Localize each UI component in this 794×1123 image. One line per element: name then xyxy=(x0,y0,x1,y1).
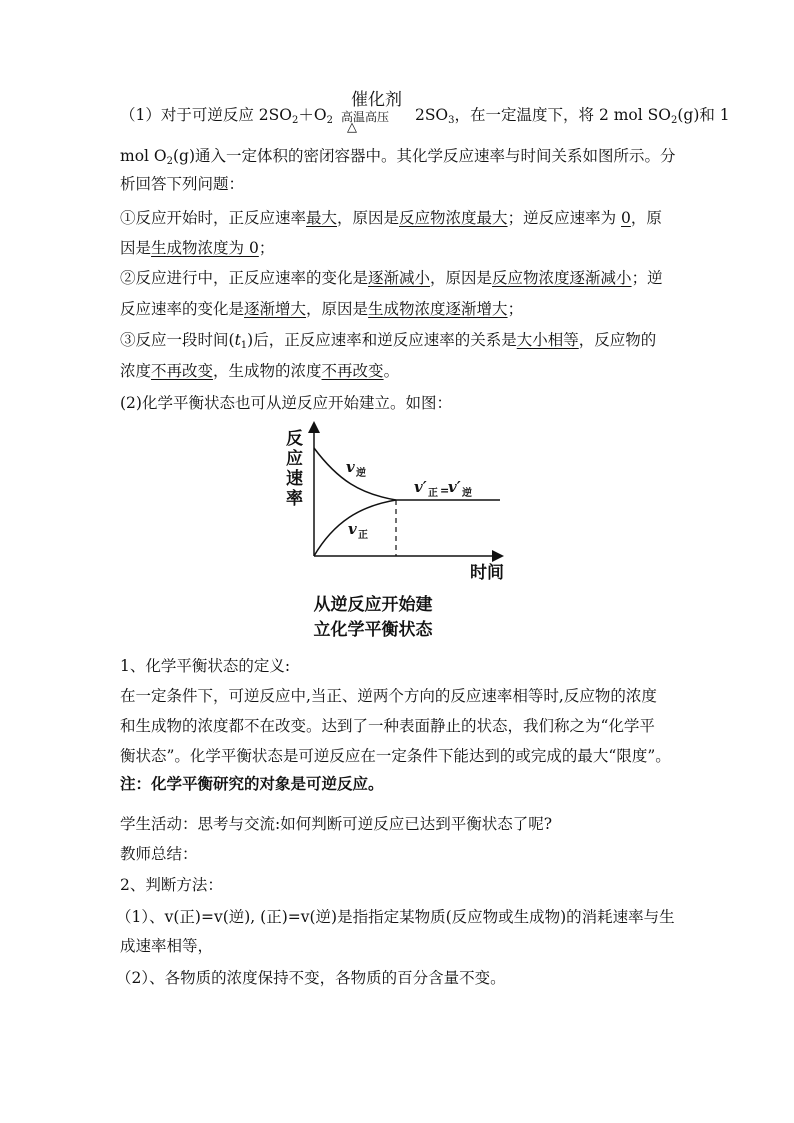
method-line: （1）、v(正)=v(逆), (正)=v(逆)是指指定某物质(反应物或生成物)的消耗速率与生 xyxy=(116,908,675,926)
text-span: ；逆反应速率为 xyxy=(507,209,621,227)
subscript: 2 xyxy=(326,115,333,126)
catalyst-label: 催化剂 xyxy=(350,90,402,110)
method-line: （2）、各物质的浓度保持不变，各物质的百分含量不变。 xyxy=(116,969,506,987)
answer-blank: 反应物浓度最大 xyxy=(399,209,508,227)
answer-blank: 0 xyxy=(621,209,631,227)
subscript: 3 xyxy=(448,115,455,126)
note-line: 注：化学平衡研究的对象是可逆反应。 xyxy=(120,774,384,793)
method-line: 成速率相等， xyxy=(120,937,214,955)
question-2-line xyxy=(120,299,523,319)
figure-caption-line-1: 从逆反应开始建 xyxy=(313,595,433,615)
x-axis-label: 时间 xyxy=(470,563,504,583)
answer-blank: 大小相等 xyxy=(516,331,579,349)
answer-blank: 逐渐减小 xyxy=(368,269,431,287)
text-span: 2SO xyxy=(414,106,449,124)
y-axis-label-char: 应 xyxy=(286,449,303,469)
forward-rate-subscript: 正 xyxy=(358,530,368,541)
y-axis-label-char: 反 xyxy=(286,429,303,449)
question-1-line xyxy=(120,238,274,258)
question-2-line xyxy=(120,268,663,288)
reaction-arrow-conditions xyxy=(333,90,415,135)
subscript: 2 xyxy=(291,115,299,126)
text-span: （1）对于可逆反应 2SO xyxy=(120,106,292,124)
text-span: ，原因是 xyxy=(430,269,493,287)
answer-blank: 反应物浓度逐渐减小 xyxy=(492,269,632,287)
time-symbol: t xyxy=(234,331,241,349)
figure-caption-line-2: 立化学平衡状态 xyxy=(313,620,433,640)
text-span: mol O xyxy=(120,147,167,165)
condition-label: 高温高压 xyxy=(340,110,389,124)
definition-line: 和生成物的浓度都不在改变。达到了一种表面静止的状态，我们称之为“化学平 xyxy=(120,717,655,735)
text-span: ，在一定温度下，将 2 mol SO xyxy=(454,106,671,124)
activity-line: 学生活动：思考与交流:如何判断可逆反应已达到平衡状态了呢? xyxy=(120,815,553,833)
answer-blank: 不再改变 xyxy=(151,362,214,380)
part-2-heading: (2)化学平衡状态也可从逆反应开始建立。如图： xyxy=(120,394,452,412)
reverse-rate-subscript: 逆 xyxy=(356,468,366,479)
heat-symbol: △ xyxy=(346,120,357,135)
equilibrium-subscript-forward: 正 xyxy=(428,488,438,499)
text-span: 浓度 xyxy=(120,362,152,380)
equilibrium-label-forward: v′ xyxy=(414,478,427,496)
reverse-rate-label: v xyxy=(346,458,355,476)
text-span: ； xyxy=(507,300,524,318)
answer-blank: 生成物浓度逐渐增大 xyxy=(368,300,508,318)
y-axis-label-char: 率 xyxy=(286,489,303,509)
text-span: ，反应物的 xyxy=(578,331,657,349)
question-3-line xyxy=(120,330,656,356)
text-span: ＋O xyxy=(298,106,327,124)
subscript: 2 xyxy=(670,115,678,126)
text-span: ；逆 xyxy=(631,269,663,287)
y-axis-label-char: 速 xyxy=(286,469,303,489)
text-span: ； xyxy=(258,239,275,257)
summary-line: 教师总结： xyxy=(120,845,198,863)
answer-blank: 生成物浓度为 0 xyxy=(151,239,259,257)
paragraph-line: 析回答下列问题： xyxy=(120,175,245,193)
equilibrium-label-reverse: v′ xyxy=(448,478,461,496)
section-title: 2、判断方法： xyxy=(120,876,223,894)
subscript: 1 xyxy=(240,340,248,351)
text-span: ①反应开始时，正反应速率 xyxy=(120,209,307,227)
answer-blank: 最大 xyxy=(306,209,338,227)
section-title: 1、化学平衡状态的定义: xyxy=(120,657,291,675)
text-span: (g)通入一定体积的密闭容器中。其化学反应速率与时间关系如图所示。分 xyxy=(173,147,676,165)
text-span: ，生成物的浓度 xyxy=(213,362,322,380)
text-span: 。 xyxy=(383,362,400,380)
text-span: ，原 xyxy=(630,209,662,227)
question-3-line xyxy=(120,361,399,381)
text-span: ，原因是 xyxy=(306,300,369,318)
text-span: (g)和 1 xyxy=(677,106,730,124)
text-span: ②反应进行中，正反应速率的变化是 xyxy=(120,269,369,287)
definition-line: 在一定条件下，可逆反应中,当正、逆两个方向的反应速率相等时,反应物的浓度 xyxy=(120,687,657,705)
paragraph-line xyxy=(120,146,676,172)
reverse-rate-curve xyxy=(314,448,396,500)
reaction-line xyxy=(120,90,730,135)
answer-blank: 逐渐增大 xyxy=(244,300,307,318)
text-span: ③反应一段时间( xyxy=(120,331,235,349)
equals-sign: = xyxy=(440,484,450,497)
text-span: 因是 xyxy=(120,239,152,257)
text-span: )后，正反应速率和逆反应速率的关系是 xyxy=(247,331,517,349)
text-span: ，原因是 xyxy=(337,209,400,227)
definition-line: 衡状态”。化学平衡状态是可逆反应在一定条件下能达到的或完成的最大“限度”。 xyxy=(120,747,671,765)
subscript: 2 xyxy=(166,156,173,167)
forward-rate-label: v xyxy=(348,520,357,538)
question-1-line xyxy=(120,208,662,228)
text-span: 反应速率的变化是 xyxy=(120,300,245,318)
equilibrium-subscript-reverse: 逆 xyxy=(462,488,472,499)
answer-blank: 不再改变 xyxy=(321,362,384,380)
